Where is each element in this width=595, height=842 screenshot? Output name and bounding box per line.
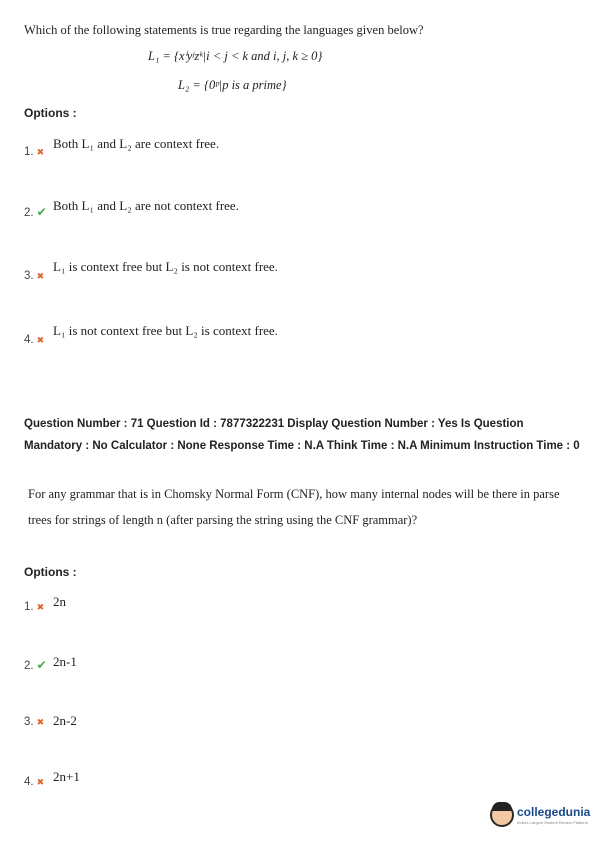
option-text: Both L₁ and L₂ are not context free. xyxy=(53,198,239,213)
question-2-prompt: For any grammar that is in Chomsky Normal Form (CNF), how many internal nodes will be there in parse trees for strings of length n (after parsing the string using the CNF grammar)? xyxy=(28,487,560,527)
logo-name: collegedunia xyxy=(517,805,591,819)
formula-l2: L₂ = {0ᵖ|p is a prime} xyxy=(178,78,287,92)
option-text: Both L₁ and L₂ are context free. xyxy=(53,136,220,151)
check-icon: ✔ xyxy=(36,658,47,672)
options-label: Options : xyxy=(24,565,77,579)
option-number: 3. xyxy=(24,716,34,728)
logo-tagline: India's Largest Student Review Platform xyxy=(517,820,589,825)
options-label: Options : xyxy=(24,106,77,120)
option-number: 2. xyxy=(24,207,34,219)
cross-icon: ✖ xyxy=(36,717,45,727)
option-number: 3. xyxy=(24,270,34,282)
option-number: 1. xyxy=(24,601,34,613)
cross-icon: ✖ xyxy=(36,777,45,787)
option-text: 2n-1 xyxy=(53,654,77,669)
option-number: 4. xyxy=(24,776,34,788)
option-text: 2n-2 xyxy=(53,713,77,728)
cross-icon: ✖ xyxy=(36,147,45,157)
option-number: 1. xyxy=(24,146,34,158)
option-number: 2. xyxy=(24,660,34,672)
mascot-hair-icon xyxy=(492,802,512,811)
collegedunia-logo xyxy=(490,802,590,834)
option-text: 2n+1 xyxy=(53,769,80,784)
formula-l1: L₁ = {xⁱyʲzᵏ|i < j < k and i, j, k ≥ 0} xyxy=(148,49,323,63)
option-text: L₁ is not context free but L₂ is context free. xyxy=(53,323,278,338)
option-number: 4. xyxy=(24,334,34,346)
option-text: 2n xyxy=(53,594,66,609)
option-text: L₁ is context free but L₂ is not context free. xyxy=(53,259,278,274)
question-meta: Question Number : 71 Question Id : 7877322231 Display Question Number : Yes Is Question Mandatory : No Calculator : None Response Time : N.A Think Time : N.A Minimum Instruction Time : 0 xyxy=(24,418,580,452)
cross-icon: ✖ xyxy=(36,271,45,281)
cross-icon: ✖ xyxy=(36,335,45,345)
question-1-prompt: Which of the following statements is true regarding the languages given below? xyxy=(24,23,424,37)
check-icon: ✔ xyxy=(36,205,47,219)
cross-icon: ✖ xyxy=(36,602,45,612)
